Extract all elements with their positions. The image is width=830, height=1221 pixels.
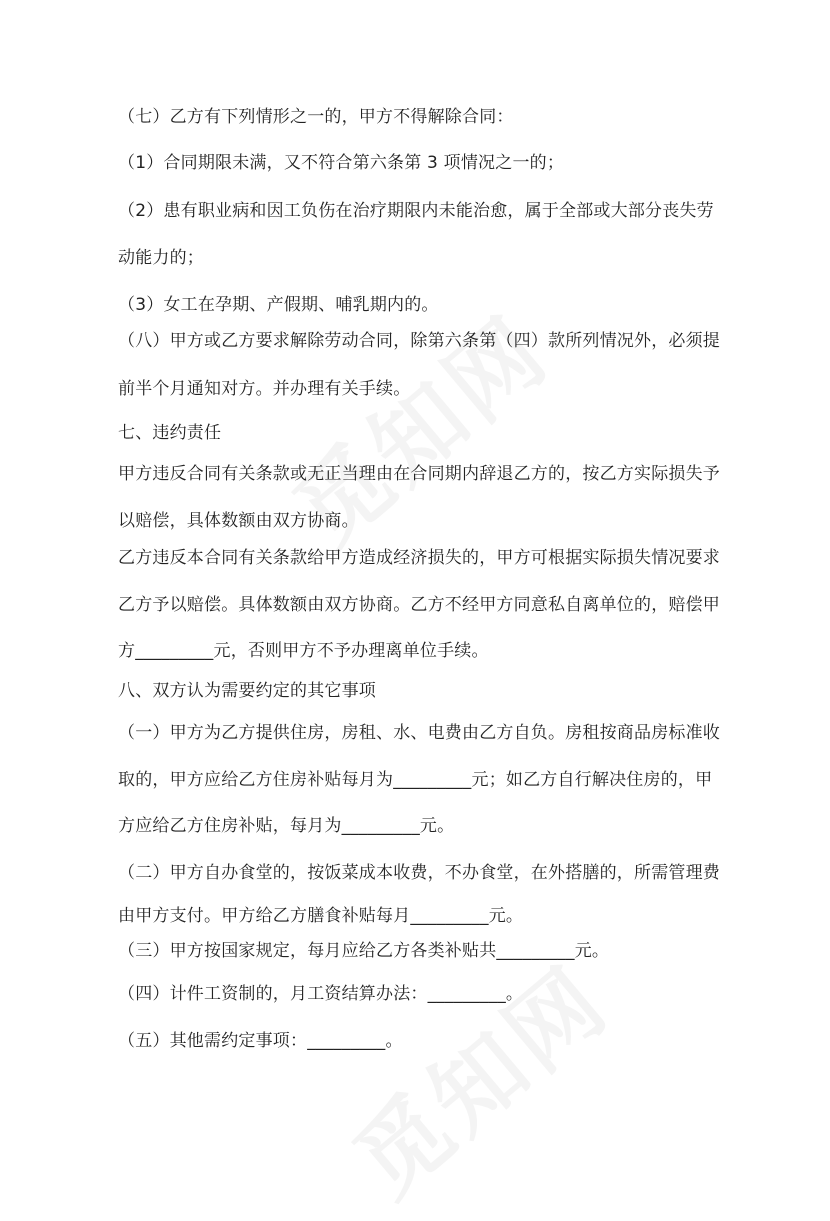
clause-7-item-3: （3）女工在孕期、产假期、哺乳期内的。 (118, 295, 439, 315)
section-7-para-2-cont: 乙方予以赔偿。具体数额由双方协商。乙方不经甲方同意私自离单位的，赔偿甲 (118, 595, 720, 615)
section-7-heading: 七、违约责任 (118, 423, 222, 443)
clause-7-item-1: （1）合同期限未满，又不符合第六条第 3 项情况之一的； (118, 153, 565, 173)
clause-7-heading: （七）乙方有下列情形之一的，甲方不得解除合同： (118, 107, 514, 127)
section-7-para-1-cont: 以赔偿，具体数额由双方协商。 (118, 511, 359, 531)
section-8-item-2: （二）甲方自办食堂的，按饭菜成本收费，不办食堂，在外搭膳的，所需管理费 (118, 863, 720, 883)
clause-7-item-2-cont: 动能力的； (118, 248, 204, 268)
section-8-item-5: （五）其他需约定事项：_________。 (118, 1031, 403, 1051)
section-8-item-1-end: 方应给乙方住房补贴，每月为_________元。 (118, 816, 455, 836)
section-8-heading: 八、双方认为需要约定的其它事项 (118, 681, 376, 701)
watermark (322, 931, 632, 1221)
clause-7-item-2: （2）患有职业病和因工负伤在治疗期限内未能治愈，属于全部或大部分丧失劳 (118, 201, 714, 221)
section-8-item-4: （四）计件工资制的，月工资结算办法：_________。 (118, 984, 524, 1004)
section-7-para-1: 甲方违反合同有关条款或无正当理由在合同期内辞退乙方的，按乙方实际损失予 (118, 464, 720, 484)
clause-8-text-cont: 前半个月通知对方。并办理有关手续。 (118, 379, 411, 399)
section-8-item-2-cont: 由甲方支付。甲方给乙方膳食补贴每月_________元。 (118, 906, 524, 926)
section-8-item-1-cont: 取的，甲方应给乙方住房补贴每月为_________元；如乙方自行解决住房的，甲 (118, 770, 713, 790)
section-7-para-2-end: 方_________元，否则甲方不予办理离单位手续。 (118, 641, 489, 661)
clause-8-text: （八）甲方或乙方要求解除劳动合同，除第六条第（四）款所列情况外，必须提 (118, 331, 720, 351)
section-8-item-3: （三）甲方按国家规定，每月应给乙方各类补贴共_________元。 (118, 941, 610, 961)
section-7-para-2: 乙方违反本合同有关条款给甲方造成经济损失的，甲方可根据实际损失情况要求 (118, 548, 720, 568)
section-8-item-1: （一）甲方为乙方提供住房，房租、水、电费由乙方自负。房租按商品房标准收 (118, 723, 720, 743)
